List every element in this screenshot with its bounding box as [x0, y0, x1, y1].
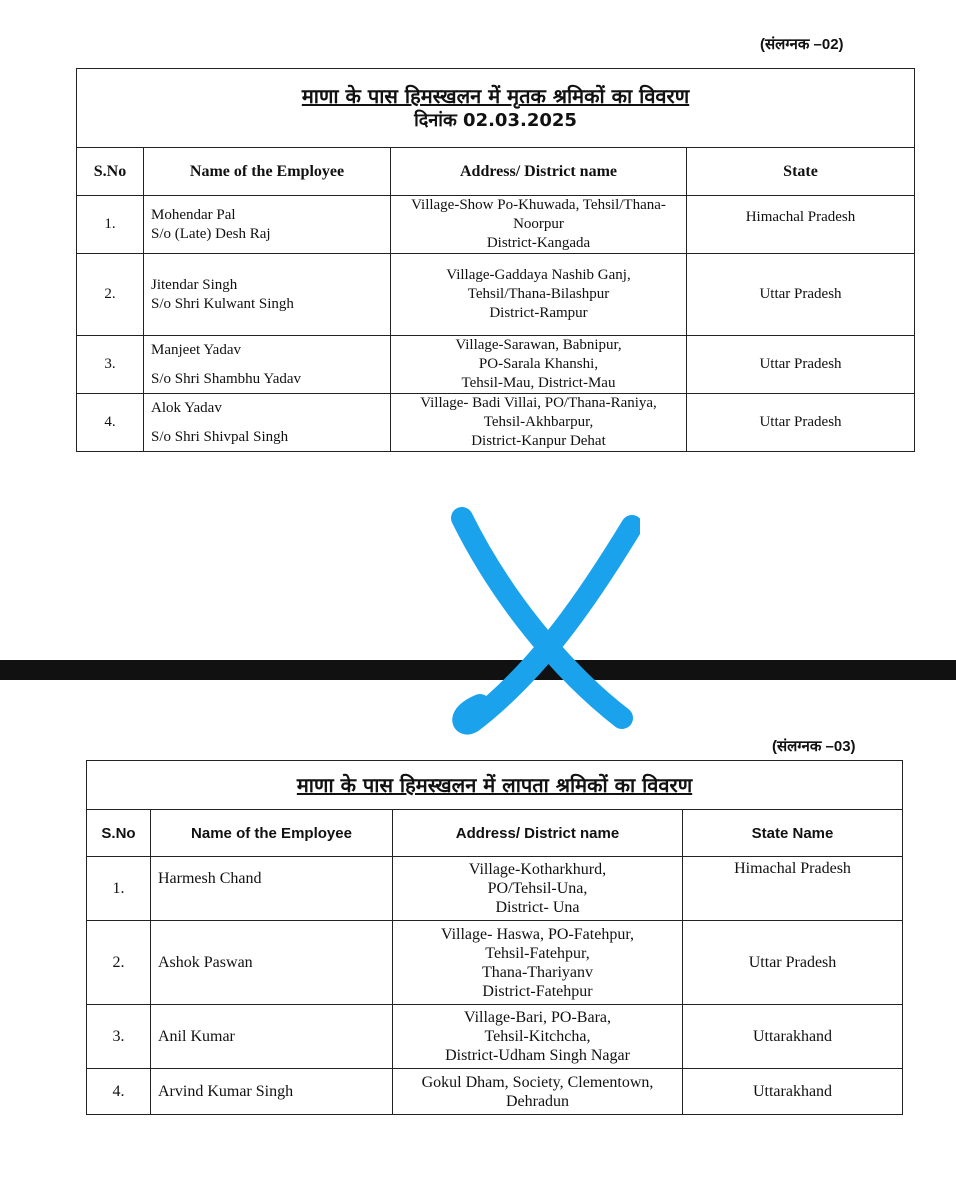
- address-line: Village-Bari, PO-Bara,: [464, 1009, 611, 1026]
- report-date: दिनांक 02.03.2025: [414, 110, 577, 131]
- cross-stroke: [462, 518, 622, 718]
- row-sno: 4.: [87, 1069, 151, 1115]
- state-cell: Himachal Pradesh: [687, 196, 915, 254]
- table-row: [87, 1069, 903, 1115]
- deceased-table-title: माणा के पास हिमस्खलन में मृतक श्रमिकों का विवरण: [301, 84, 690, 108]
- col-header-address: Address/ District name: [391, 148, 687, 196]
- address-line: District-Fatehpur: [482, 982, 593, 1000]
- employee-relation: S/o (Late) Desh Raj: [151, 225, 271, 242]
- employee-name: Ashok Paswan: [151, 921, 393, 1005]
- employee-name: Manjeet Yadav: [151, 341, 241, 358]
- address-line: Dehradun: [505, 1092, 570, 1110]
- state-cell: Uttarakhand: [683, 1005, 903, 1069]
- row-sno: 2.: [77, 254, 144, 336]
- table-header-row: [87, 810, 903, 857]
- row-sno: 1.: [87, 857, 151, 921]
- employee-name-cell: [144, 394, 391, 452]
- table-row: [87, 857, 903, 921]
- address-cell: [391, 336, 687, 394]
- missing-table-title: माणा के पास हिमस्खलन में लापता श्रमिकों का विवरण: [296, 773, 693, 797]
- annex-label-03: (संलग्नक –03): [772, 738, 856, 755]
- address-cell: [391, 196, 687, 254]
- address-line: Thana-Thariyanv: [481, 963, 594, 981]
- row-sno: 1.: [77, 196, 144, 254]
- state-cell: Uttar Pradesh: [683, 921, 903, 1005]
- table-row: [77, 196, 915, 254]
- employee-name: Anil Kumar: [151, 1005, 393, 1069]
- state-cell: Himachal Pradesh: [683, 857, 903, 921]
- employee-relation: S/o Shri Shambhu Yadav: [151, 370, 302, 387]
- address-line: Gokul Dham, Society, Clementown,: [421, 1073, 654, 1091]
- employee-name-cell: [144, 254, 391, 336]
- missing-workers-table: [86, 760, 903, 1115]
- state-cell: Uttar Pradesh: [687, 254, 915, 336]
- address-line: District-Udham Singh Nagar: [445, 1047, 630, 1064]
- employee-name: Harmesh Chand: [151, 857, 393, 921]
- row-sno: 2.: [87, 921, 151, 1005]
- employee-name: Mohendar Pal: [151, 206, 236, 223]
- table-row: [77, 394, 915, 452]
- address-line: Tehsil-Fatehpur,: [485, 944, 590, 962]
- blue-cross-mark: [440, 500, 640, 740]
- employee-name-cell: [144, 196, 391, 254]
- address-line: District- Una: [495, 899, 580, 916]
- address-line: Village-Sarawan, Babnipur,: [455, 337, 622, 353]
- address-line: Tehsil-Akhbarpur,: [483, 414, 594, 430]
- address-line: Tehsil-Mau, District-Mau: [461, 375, 616, 391]
- table-row: [87, 1005, 903, 1069]
- col-header-state: State Name: [683, 810, 903, 857]
- address-line: Village-Gaddaya Nashib Ganj,: [446, 267, 631, 283]
- col-header-name: Name of the Employee: [151, 810, 393, 857]
- state-cell: Uttarakhand: [683, 1069, 903, 1115]
- table-title-cell: [77, 69, 915, 148]
- employee-name: Arvind Kumar Singh: [151, 1069, 393, 1115]
- employee-name-cell: [144, 336, 391, 394]
- address-line: PO/Tehsil-Una,: [487, 880, 588, 897]
- table-row: [87, 921, 903, 1005]
- address-line: Tehsil-Kitchcha,: [484, 1028, 591, 1045]
- address-line: Village-Kotharkhurd,: [468, 861, 607, 878]
- address-cell: [391, 254, 687, 336]
- col-header-name: Name of the Employee: [144, 148, 391, 196]
- address-cell: [393, 1069, 683, 1115]
- address-line: Noorpur: [513, 216, 564, 232]
- employee-relation: S/o Shri Kulwant Singh: [151, 295, 294, 312]
- address-line: Tehsil/Thana-Bilashpur: [467, 286, 610, 302]
- table-title-cell: [87, 761, 903, 810]
- col-header-sno: S.No: [87, 810, 151, 857]
- annex-label-02: (संलग्नक –02): [760, 36, 844, 53]
- row-sno: 4.: [77, 394, 144, 452]
- address-cell: [393, 921, 683, 1005]
- row-sno: 3.: [77, 336, 144, 394]
- employee-name: Alok Yadav: [151, 399, 222, 416]
- table-row: [77, 336, 915, 394]
- col-header-address: Address/ District name: [393, 810, 683, 857]
- address-line: Village-Show Po-Khuwada, Tehsil/Thana-: [411, 197, 666, 213]
- address-line: PO-Sarala Khanshi,: [478, 356, 599, 372]
- table-header-row: [77, 148, 915, 196]
- table-row: [77, 254, 915, 336]
- address-cell: [391, 394, 687, 452]
- state-cell: Uttar Pradesh: [687, 336, 915, 394]
- address-line: District-Kanpur Dehat: [471, 433, 606, 449]
- address-cell: [393, 1005, 683, 1069]
- row-sno: 3.: [87, 1005, 151, 1069]
- deceased-workers-table: [76, 68, 915, 452]
- col-header-sno: S.No: [77, 148, 144, 196]
- employee-relation: S/o Shri Shivpal Singh: [151, 428, 289, 445]
- address-line: District-Rampur: [489, 305, 588, 321]
- address-cell: [393, 857, 683, 921]
- employee-name: Jitendar Singh: [151, 276, 238, 293]
- address-line: Village- Badi Villai, PO/Thana-Raniya,: [420, 395, 657, 411]
- address-line: District-Kangada: [486, 235, 591, 251]
- address-line: Village- Haswa, PO-Fatehpur,: [440, 925, 634, 943]
- state-cell: Uttar Pradesh: [687, 394, 915, 452]
- col-header-state: State: [687, 148, 915, 196]
